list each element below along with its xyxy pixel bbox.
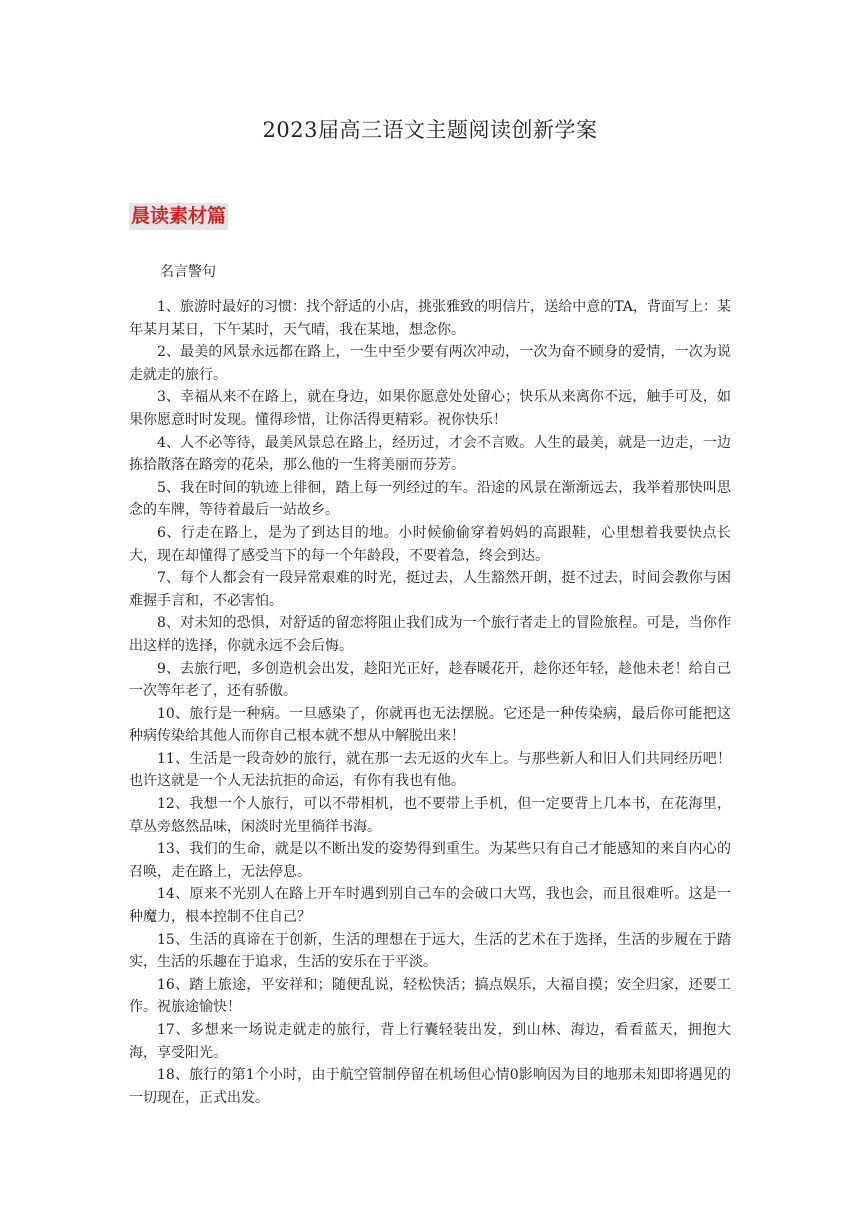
quote-paragraph: 17、多想来一场说走就走的旅行，背上行囊轻装出发，到山林、海边，看看蓝天，拥抱大海，享受阳光。	[129, 1022, 731, 1061]
quote-paragraph: 12、我想一个人旅行，可以不带相机，也不要带上手机，但一定要背上几本书，在花海里，草丛旁悠然品味，闲淡时光里徜徉书海。	[129, 796, 731, 835]
quote-paragraph: 6、行走在路上，是为了到达目的地。小时候偷偷穿着妈妈的高跟鞋，心里想着我要快点长大，现在却懂得了感受当下的每一个年龄段，不要着急，终会到达。	[129, 524, 731, 564]
quote-paragraph: 7、每个人都会有一段异常艰难的时光，挺过去，人生豁然开朗，挺不过去，时间会教你与困难握手言和，不必害怕。	[129, 570, 731, 609]
quote-paragraph: 14、原来不光别人在路上开车时遇到别自己车的会破口大骂，我也会，而且很难听。这是一种魔力，根本控制不住自己？	[129, 886, 731, 926]
section-heading: 晨读素材篇	[129, 203, 228, 230]
quote-paragraph: 5、我在时间的轨迹上徘徊，踏上每一列经过的车。沿途的风景在渐渐远去，我举着那快叫思念的车牌，等待着最后一站故乡。	[129, 479, 731, 519]
quote-paragraph: 8、对未知的恐惧，对舒适的留恋将阻止我们成为一个旅行者走上的冒险旅程。可是，当你作出这样的选择，你就永远不会后悔。	[129, 615, 731, 654]
document-title: 2023届高三语文主题阅读创新学案	[262, 118, 598, 142]
quote-paragraph: 10、旅行是一种病。一旦感染了，你就再也无法摆脱。它还是一种传染病，最后你可能把这种病传染给其他人而你自己根本就不想从中解脱出来！	[129, 705, 731, 745]
quote-list	[129, 296, 731, 1109]
quote-paragraph: 3、幸福从来不在路上，就在身边，如果你愿意处处留心；快乐从来离你不远，触手可及，如果你愿意时时发现。懂得珍惜，让你活得更精彩。祝你快乐！	[129, 389, 731, 428]
subheading: 名言警句	[160, 264, 216, 280]
quote-paragraph: 4、人不必等待，最美风景总在路上，经历过，才会不言败。人生的最美，就是一边走，一边拣拾散落在路旁的花朵，那么他的一生将美丽而芬芳。	[129, 434, 731, 474]
quote-paragraph: 18、旅行的第1个小时，由于航空管制停留在机场但心情0影响因为目的地那未知即将遇见的一切现在，正式出发。	[129, 1067, 731, 1106]
quote-paragraph: 11、生活是一段奇妙的旅行，就在那一去无返的火车上。与那些新人和旧人们共同经历吧！也许这就是一个人无法抗拒的命运，有你有我也有他。	[129, 750, 731, 790]
quote-paragraph: 2、最美的风景永远都在路上，一生中至少要有两次冲动，一次为奋不顾身的爱情，一次为说走就走的旅行。	[129, 344, 731, 383]
quote-paragraph: 13、我们的生命，就是以不断出发的姿势得到重生。为某些只有自己才能感知的来自内心的召唤，走在路上，无法停息。	[129, 841, 731, 880]
quote-paragraph: 1、旅游时最好的习惯：找个舒适的小店，挑张雅致的明信片，送给中意的TA，背面写上：某年某月某日，下午某时，天气晴，我在某地，想念你。	[129, 299, 731, 338]
quote-paragraph: 9、去旅行吧，多创造机会出发，趁阳光正好，趁春暖花开，趁你还年轻，趁他未老！给自己一次等年老了，还有骄傲。	[129, 660, 731, 700]
quote-paragraph: 15、生活的真谛在于创新，生活的理想在于远大，生活的艺术在于选择，生活的步履在于踏实，生活的乐趣在于追求，生活的安乐在于平淡。	[129, 931, 731, 971]
quote-paragraph: 16、踏上旅途，平安祥和；随便乱说，轻松快活；搞点娱乐，大福自摸；安全归家，还要工作。祝旅途愉快！	[129, 976, 731, 1016]
